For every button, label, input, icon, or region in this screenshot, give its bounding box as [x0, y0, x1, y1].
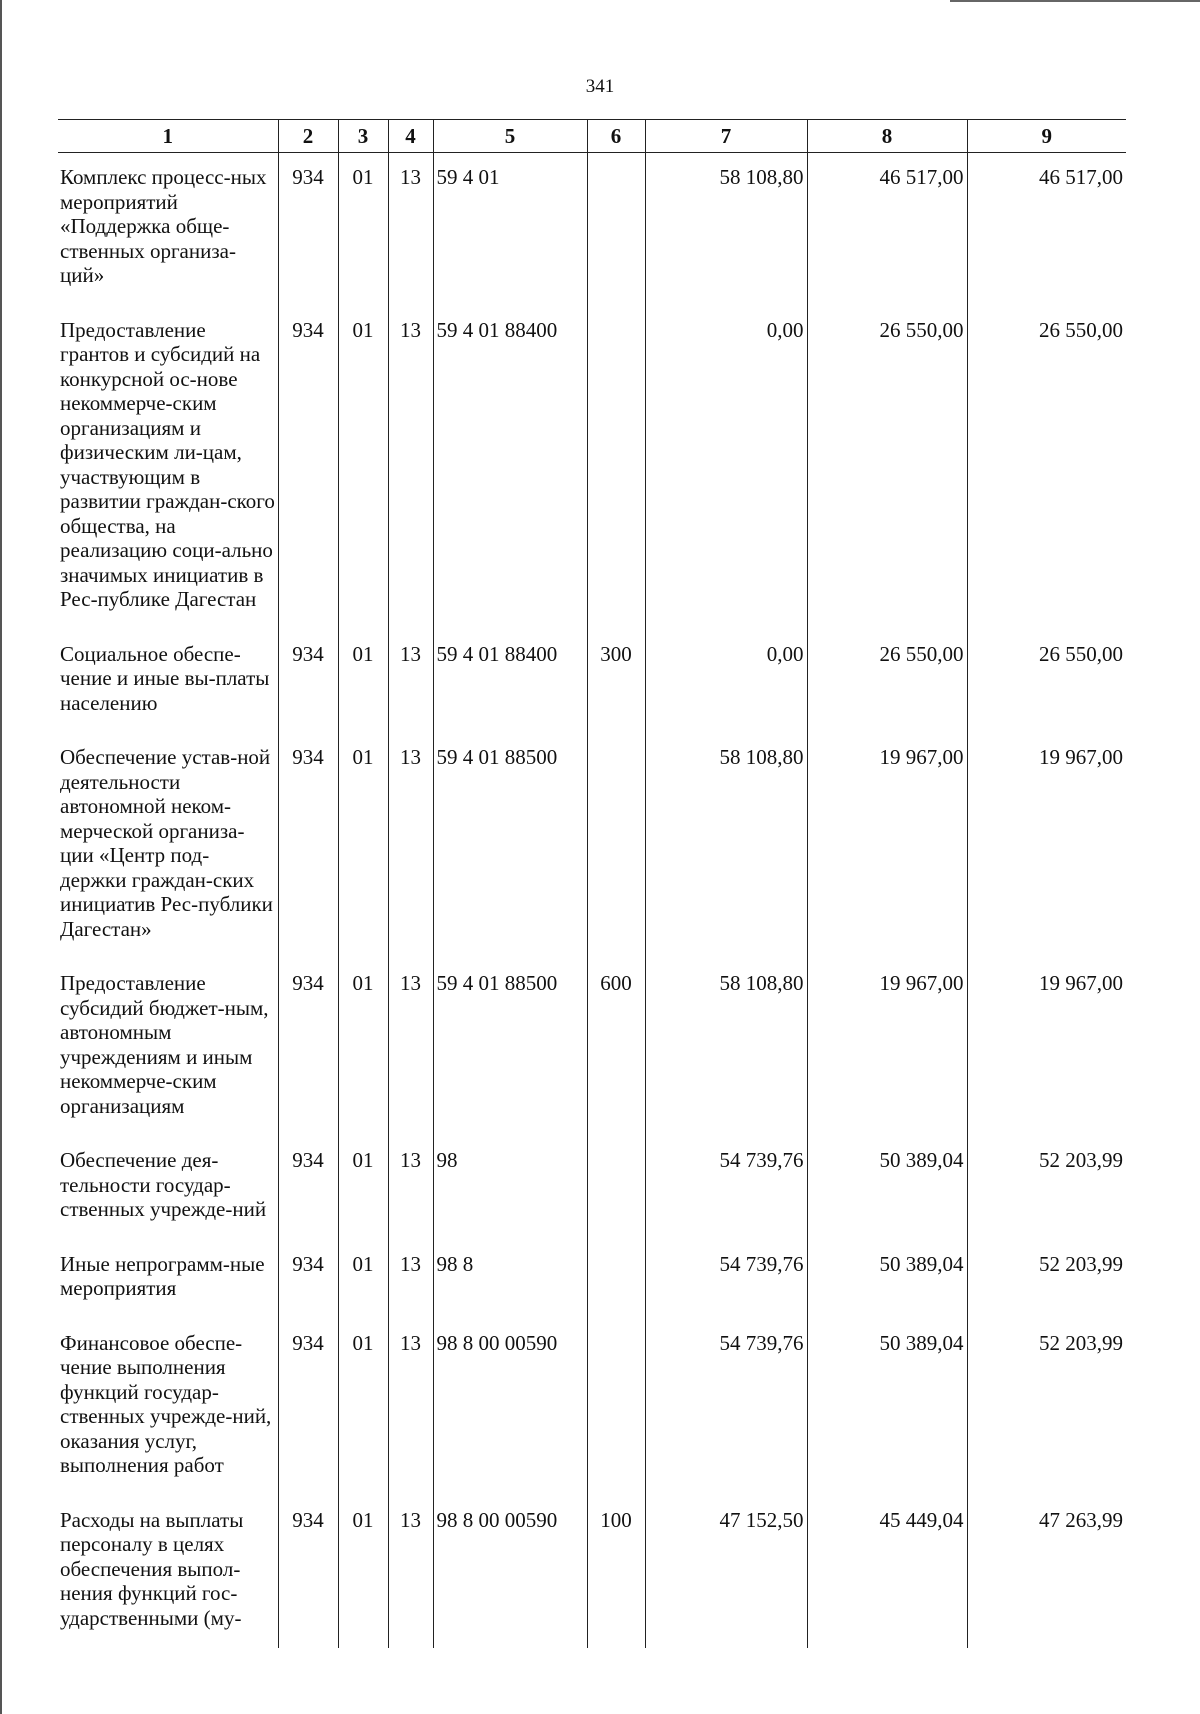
- cell-col6: 300: [587, 630, 645, 734]
- cell-col9: 52 203,99: [967, 1240, 1126, 1319]
- cell-col6: [587, 1240, 645, 1319]
- table-body: [58, 153, 1126, 1649]
- table-row: [58, 733, 1126, 959]
- table-row: [58, 1240, 1126, 1319]
- cell-col7: 58 108,80: [645, 733, 807, 959]
- cell-col6: [587, 306, 645, 630]
- cell-col9: 26 550,00: [967, 630, 1126, 734]
- cell-col6: [587, 1319, 645, 1496]
- cell-col8: 50 389,04: [807, 1136, 967, 1240]
- cell-col2: 934: [278, 1136, 338, 1240]
- cell-col5: 59 4 01 88400: [433, 630, 587, 734]
- cell-col8: 26 550,00: [807, 306, 967, 630]
- cell-col4: 13: [388, 733, 433, 959]
- cell-col7: 0,00: [645, 306, 807, 630]
- budget-table: [58, 119, 1126, 1648]
- cell-col7: 54 739,76: [645, 1240, 807, 1319]
- cell-col8: 19 967,00: [807, 733, 967, 959]
- column-header-8: 8: [807, 120, 967, 153]
- column-header-2: 2: [278, 120, 338, 153]
- table-row: [58, 1496, 1126, 1649]
- cell-col9: 19 967,00: [967, 733, 1126, 959]
- cell-col3: 01: [338, 630, 388, 734]
- table-row: [58, 630, 1126, 734]
- cell-col8: 45 449,04: [807, 1496, 967, 1649]
- cell-col4: 13: [388, 630, 433, 734]
- row-name: Обеспечение устав-ной деятельности автономной неком-мерческой организа-ции «Центр под-держки граждан-ских инициатив Рес-публики Дагестан»: [60, 745, 273, 941]
- column-header-9: 9: [967, 120, 1126, 153]
- cell-col2: 934: [278, 630, 338, 734]
- row-name: Финансовое обеспе-чение выполнения функций государ-ственных учрежде-ний, оказания услуг, выполнения работ: [60, 1330, 272, 1477]
- cell-col9: 26 550,00: [967, 306, 1126, 630]
- column-header-7: 7: [645, 120, 807, 153]
- column-header-4: 4: [388, 120, 433, 153]
- page-number: 341: [585, 76, 615, 97]
- cell-col5: 98: [433, 1136, 587, 1240]
- row-name: Комплекс процесс-ных мероприятий «Поддержка обще-ственных организа-ций»: [60, 165, 267, 287]
- row-name: Предоставление грантов и субсидий на конкурсной ос-нове некоммерче-ским организациям и физическим ли-цам, участвующим в развитии граждан-ского общества, на реализацию соци-ально значимых инициатив в Рес-публике Дагестан: [60, 317, 275, 611]
- cell-col9: 19 967,00: [967, 959, 1126, 1136]
- scan-edge-left: [0, 0, 2, 1714]
- header-row: [58, 120, 1126, 153]
- cell-col4: 13: [388, 306, 433, 630]
- cell-col5: 59 4 01: [433, 153, 587, 306]
- table-row: [58, 959, 1126, 1136]
- cell-col3: 01: [338, 1496, 388, 1649]
- cell-col7: 54 739,76: [645, 1136, 807, 1240]
- row-name: Социальное обеспе-чение и иные вы-платы населению: [60, 641, 270, 715]
- cell-col4: 13: [388, 1496, 433, 1649]
- cell-col2: 934: [278, 306, 338, 630]
- cell-col3: 01: [338, 959, 388, 1136]
- cell-col4: 13: [388, 1136, 433, 1240]
- table-row: [58, 153, 1126, 306]
- row-name: Иные непрограмм-ные мероприятия: [60, 1251, 265, 1300]
- cell-col9: 47 263,99: [967, 1496, 1126, 1649]
- cell-col2: 934: [278, 1496, 338, 1649]
- cell-col7: 0,00: [645, 630, 807, 734]
- cell-col2: 934: [278, 153, 338, 306]
- cell-col3: 01: [338, 306, 388, 630]
- table-row: [58, 306, 1126, 630]
- cell-col2: 934: [278, 959, 338, 1136]
- cell-col4: 13: [388, 1240, 433, 1319]
- cell-col3: 01: [338, 1240, 388, 1319]
- scan-edge-top: [950, 0, 1200, 2]
- cell-col7: 47 152,50: [645, 1496, 807, 1649]
- cell-col8: 19 967,00: [807, 959, 967, 1136]
- cell-col5: 59 4 01 88500: [433, 959, 587, 1136]
- cell-col7: 54 739,76: [645, 1319, 807, 1496]
- cell-col4: 13: [388, 1319, 433, 1496]
- cell-col2: 934: [278, 733, 338, 959]
- cell-col3: 01: [338, 733, 388, 959]
- cell-col4: 13: [388, 959, 433, 1136]
- cell-col8: 50 389,04: [807, 1319, 967, 1496]
- table-row: [58, 1319, 1126, 1496]
- row-name: Предоставление субсидий бюджет-ным, автономным учреждениям и иным некоммерче-ским организациям: [60, 971, 269, 1118]
- row-name: Обеспечение дея-тельности государ-ственных учрежде-ний: [60, 1148, 267, 1221]
- cell-col9: 46 517,00: [967, 153, 1126, 306]
- cell-col2: 934: [278, 1240, 338, 1319]
- table-row: [58, 1136, 1126, 1240]
- column-header-6: 6: [587, 120, 645, 153]
- cell-col6: 600: [587, 959, 645, 1136]
- cell-col3: 01: [338, 1319, 388, 1496]
- cell-col3: 01: [338, 1136, 388, 1240]
- cell-col9: 52 203,99: [967, 1319, 1126, 1496]
- cell-col2: 934: [278, 1319, 338, 1496]
- cell-col8: 50 389,04: [807, 1240, 967, 1319]
- cell-col5: 59 4 01 88400: [433, 306, 587, 630]
- cell-col5: 98 8 00 00590: [433, 1496, 587, 1649]
- cell-col6: [587, 1136, 645, 1240]
- cell-col4: 13: [388, 153, 433, 306]
- cell-col8: 46 517,00: [807, 153, 967, 306]
- cell-col6: [587, 733, 645, 959]
- cell-col5: 59 4 01 88500: [433, 733, 587, 959]
- column-header-5: 5: [433, 120, 587, 153]
- cell-col7: 58 108,80: [645, 959, 807, 1136]
- cell-col3: 01: [338, 153, 388, 306]
- cell-col6: 100: [587, 1496, 645, 1649]
- column-header-3: 3: [338, 120, 388, 153]
- cell-col5: 98 8 00 00590: [433, 1319, 587, 1496]
- cell-col7: 58 108,80: [645, 153, 807, 306]
- row-name: Расходы на выплаты персоналу в целях обеспечения выпол-нения функций гос-ударственными (му-: [60, 1507, 244, 1630]
- cell-col5: 98 8: [433, 1240, 587, 1319]
- cell-col6: [587, 153, 645, 306]
- cell-col9: 52 203,99: [967, 1136, 1126, 1240]
- column-header-1: 1: [58, 120, 278, 153]
- cell-col8: 26 550,00: [807, 630, 967, 734]
